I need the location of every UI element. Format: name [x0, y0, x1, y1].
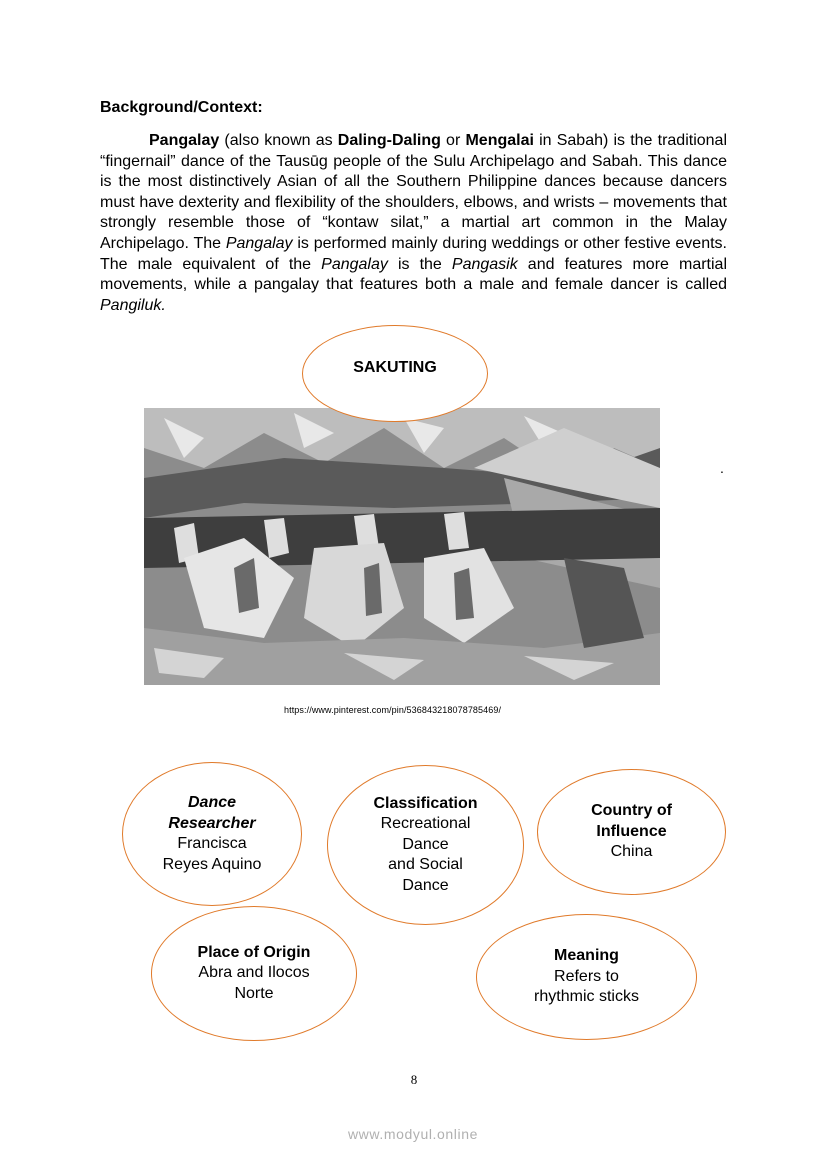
dance-title: SAKUTING [353, 359, 437, 377]
title-bubble-sakuting [302, 325, 488, 422]
bubble-meaning: Meaning Refers to rhythmic sticks [476, 914, 697, 1040]
page-number: 8 [410, 1072, 418, 1087]
bubble-place-of-origin: Place of Origin Abra and Ilocos Norte [151, 906, 357, 1041]
dance-photo [144, 408, 660, 685]
footer-watermark: www.modyul.online [347, 1126, 479, 1142]
bubble-classification: Classification Recreational Dance and Social Dance [327, 765, 524, 925]
context-paragraph: Pangalay (also known as Daling-Daling or Mengalai in Sabah) is the traditional “fingernail” dance of the Tausūg people of the Sulu Archipelago and Sabah. This dance is the most distinctively Asian of all the Southern Philippine dances because dancers must have dexterity and flexibility of the shoulders, elbows, and wrists – movements that strongly resemble those of “kontaw silat,” a martial art common in the Malay Archipelago. The Pangalay is performed mainly during weddings or other festive events. The male equivalent of the Pangalay is the Pangasik and features more martial movements, while a pangalay that features both a male and female dancer is called Pangiluk. [100, 132, 728, 314]
dance-photo-image [144, 408, 660, 685]
stray-dot: . [720, 460, 724, 476]
term-mengalai: Mengalai [465, 132, 534, 149]
photo-caption: https://www.pinterest.com/pin/536843218078785469/ [284, 705, 502, 715]
section-heading: Background/Context: [100, 99, 263, 116]
bubble-dance-researcher: Dance Researcher Francisca Reyes Aquino [122, 762, 302, 906]
term-pangalay: Pangalay [149, 132, 220, 149]
bubble-country-of-influence: Country of Influence China [537, 769, 726, 895]
term-daling-daling: Daling-Daling [337, 132, 441, 149]
